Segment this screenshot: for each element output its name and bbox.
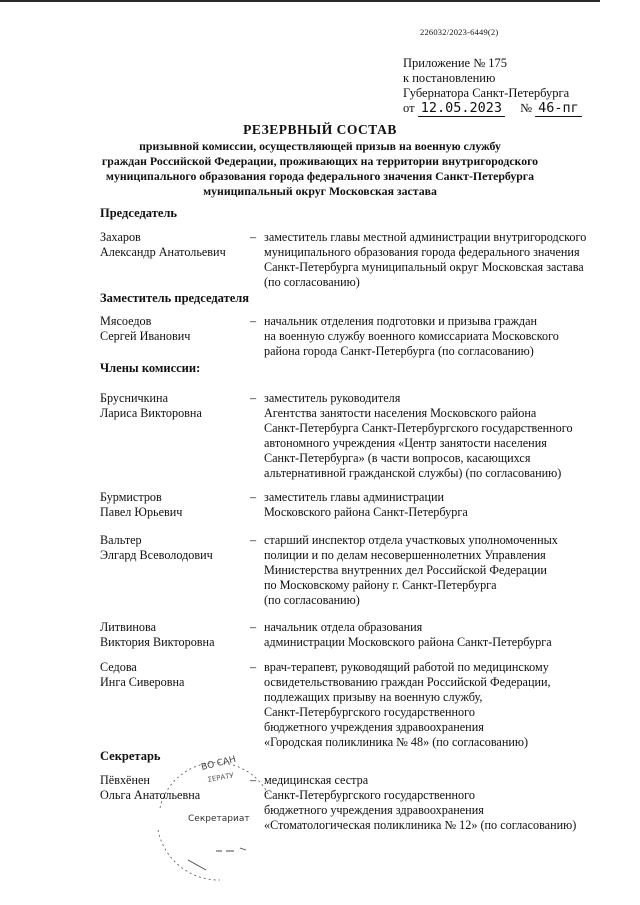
- appendix-line: к постановлению: [403, 71, 496, 85]
- dash-separator: –: [250, 620, 257, 634]
- member-position: заместитель руководителя Агентства занятости населения Московского района Санкт-Петербурга Санкт-Петербургского государственного автономного учреждения «Центр занятости населения Санкт-Петербурга» (в части вопросов, касающихся альтернативной гражданской службы) (по согласованию): [264, 391, 573, 480]
- member-position: начальник отдела образования администрации Московского района Санкт-Петербурга: [264, 620, 552, 649]
- decree-number: 46-пг: [535, 100, 582, 117]
- subtitle-line: призывной комиссии, осуществляющей призыв на военную службу: [139, 139, 501, 153]
- member-name: Пёвхёнен Ольга Анатольевна: [100, 773, 201, 802]
- stamp-arc: [158, 830, 220, 880]
- section-chairman: Председатель: [100, 206, 178, 220]
- decree-date: 12.05.2023: [418, 100, 505, 117]
- section-members: Члены комиссии:: [100, 361, 201, 375]
- dash-separator: –: [250, 773, 257, 787]
- member-name: Мясоедов Сергей Иванович: [100, 314, 191, 343]
- member-position: врач-терапевт, руководящий работой по медицинскому освидетельствованию граждан Российской Федерации, подлежащих призыву на военную службу, Санкт-Петербургского государственного бюджетного учреждения здравоохранения «Городская поликлиника № 48» (по согласованию): [264, 660, 551, 749]
- subtitle-line: граждан Российской Федерации, проживающих на территории внутригородского: [101, 154, 539, 168]
- appendix-date-line: [403, 101, 582, 116]
- section-deputy: Заместитель председателя: [100, 291, 250, 305]
- document-subtitle: [70, 139, 570, 199]
- date-prefix: от: [403, 101, 415, 115]
- member-name: Захаров Александр Анатольевич: [100, 230, 226, 259]
- subtitle-line: муниципального образования города федерального значения Санкт-Петербурга: [105, 169, 535, 183]
- section-secretary: Секретарь: [100, 749, 161, 763]
- member-name: Литвинова Виктория Викторовна: [100, 620, 215, 649]
- dash-separator: –: [250, 660, 257, 674]
- member-position: начальник отделения подготовки и призыва граждан на военную службу военного комиссариата Московского района города Санкт-Петербурга (по согласованию): [264, 314, 559, 358]
- document-title: РЕЗЕРВНЫЙ СОСТАВ: [243, 122, 397, 137]
- member-position: заместитель главы администрации Московского района Санкт-Петербурга: [264, 490, 468, 519]
- dash-separator: –: [250, 490, 257, 504]
- member-name: Бурмистров Павел Юрьевич: [100, 490, 183, 519]
- member-position: заместитель главы местной администрации внутригородского муниципального образования города федерального значения Санкт-Петербурга муниципальный округ Московская застава (по согласованию): [264, 230, 587, 289]
- dash-separator: –: [250, 533, 257, 547]
- appendix-line: Приложение № 175: [403, 56, 508, 70]
- member-position: медицинская сестра Санкт-Петербургского государственного бюджетного учреждения здравоохранения «Стоматологическая поликлиника № 12» (по согласованию): [264, 773, 577, 832]
- member-name: Седова Инга Сиверовна: [100, 660, 185, 689]
- stamp-label: Секретариат: [188, 814, 250, 824]
- subtitle-line: муниципальный округ Московская застава: [203, 184, 437, 198]
- top-border: [0, 0, 600, 2]
- appendix-line: Губернатора Санкт-Петербурга: [403, 86, 570, 100]
- stamp-inner-text: ΣЕРАТУ: [206, 771, 235, 784]
- dash-separator: –: [250, 314, 257, 328]
- member-position: старший инспектор отдела участковых уполномоченных полиции и по делам несовершеннолетних Управления Министерства внутренних дел Российской Федерации по Московскому району г. Санкт-Петербурга (по согласованию): [264, 533, 558, 607]
- member-name: Брусничкина Лариса Викторовна: [100, 391, 202, 420]
- stamp-scribble: [188, 848, 246, 870]
- dash-separator: –: [250, 230, 257, 244]
- secretariat-stamp: [150, 748, 280, 888]
- appendix-block: [403, 56, 582, 116]
- number-prefix: №: [520, 101, 533, 115]
- member-name: Вальтер Элгард Всеволодович: [100, 533, 213, 562]
- dash-separator: –: [250, 391, 257, 405]
- document-id: 226032/2023-6449(2): [420, 27, 499, 37]
- stamp-arc-text: ВО САН: [200, 754, 238, 773]
